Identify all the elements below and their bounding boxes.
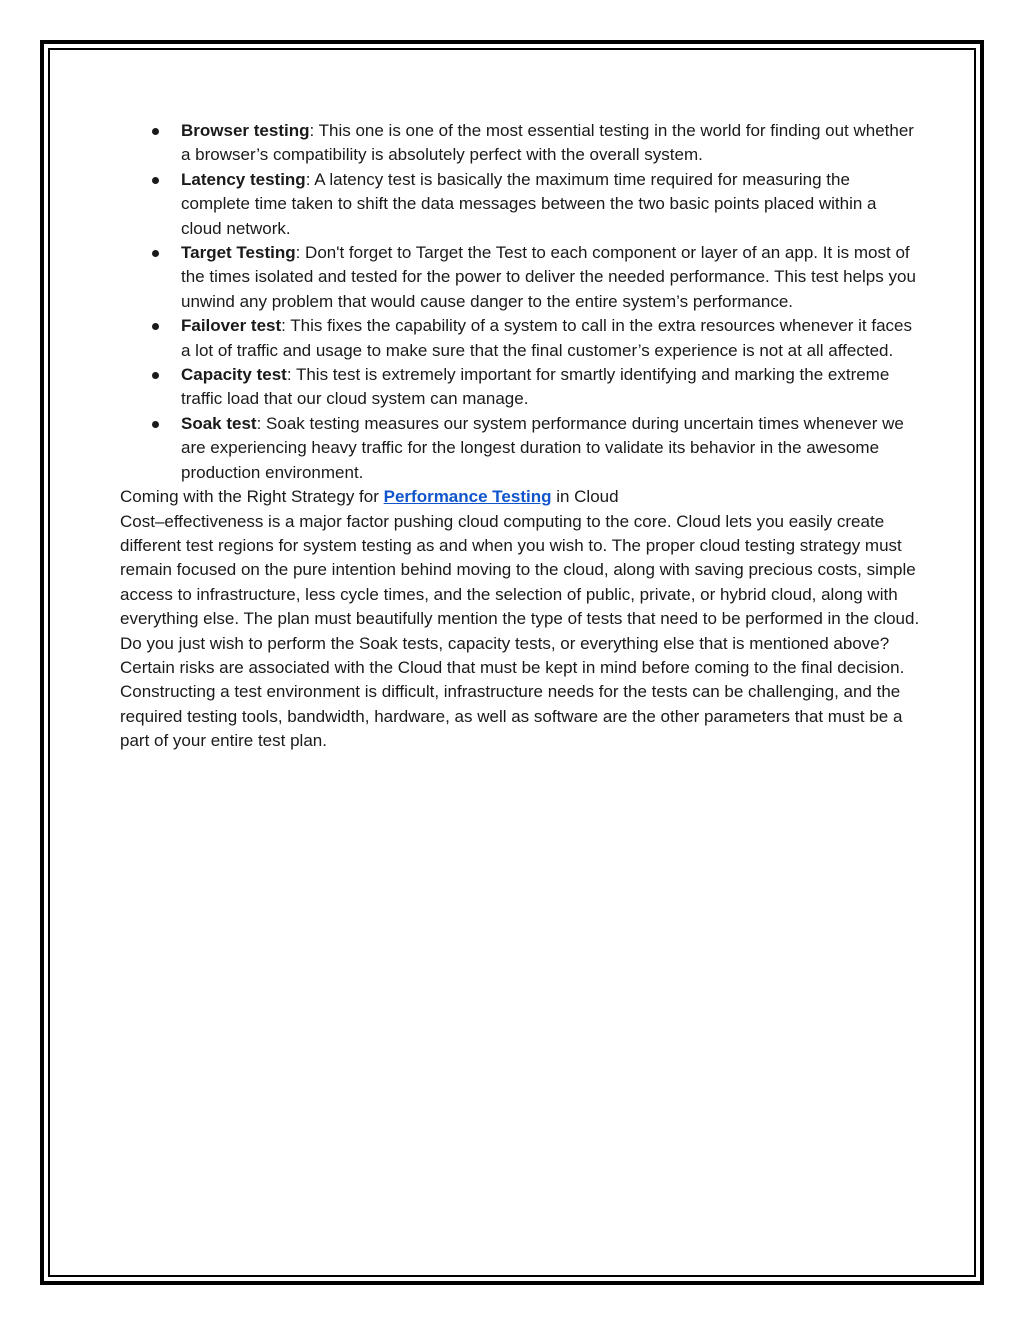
list-item bbox=[120, 412, 920, 485]
bullet-icon bbox=[152, 323, 159, 330]
bullet-text: : This test is extremely important for smartly identifying and marking the extreme traffic load that our cloud system can manage. bbox=[181, 365, 890, 409]
list-item bbox=[120, 241, 920, 314]
bullet-text: : This one is one of the most essential testing in the world for finding out whether a browser’s compatibility is absolutely perfect with the overall system. bbox=[181, 121, 914, 165]
bullet-text: : A latency test is basically the maximum time required for measuring the complete time taken to shift the data messages between the two basic points placed within a cloud network. bbox=[181, 169, 877, 238]
bullet-text: : Soak testing measures our system performance during uncertain times whenever we are experiencing heavy traffic for the longest duration to validate its behavior in the awesome production environment. bbox=[181, 413, 904, 482]
list-item bbox=[120, 168, 920, 241]
bullet-term: Failover test bbox=[181, 316, 282, 336]
bullet-icon bbox=[152, 421, 159, 428]
bullet-icon bbox=[152, 177, 159, 184]
bullet-term: Capacity test bbox=[181, 365, 287, 385]
heading-text-before: Coming with the Right Strategy for bbox=[120, 487, 384, 507]
bullet-text: : This fixes the capability of a system to call in the extra resources whenever it faces a lot of traffic and usage to make sure that the final customer’s experience is not at all affected. bbox=[181, 316, 913, 360]
list-item bbox=[120, 363, 920, 412]
document-content bbox=[120, 119, 920, 754]
bullet-icon bbox=[152, 372, 159, 379]
list-item bbox=[120, 314, 920, 363]
bullet-term: Latency testing bbox=[181, 169, 306, 189]
bullet-icon bbox=[152, 250, 159, 257]
body-paragraph: Cost–effectiveness is a major factor pushing cloud computing to the core. Cloud lets you easily create different test regions for system testing as and when you wish to. The proper cloud testing strategy must remain focused on the pure intention behind moving to the cloud, along with saving precious costs, simple access to infrastructure, less cycle times, and the selection of public, private, or hybrid cloud, along with everything else. The plan must beautifully mention the type of tests that need to be performed in the cloud. Do you just wish to perform the Soak tests, capacity tests, or everything else that is mentioned above? Certain risks are associated with the Cloud that must be kept in mind before coming to the final decision. Constructing a test environment is difficult, infrastructure needs for the tests can be challenging, and the required testing tools, bandwidth, hardware, as well as software are the other parameters that must be a part of your entire test plan. bbox=[120, 511, 920, 751]
list-item bbox=[120, 119, 920, 168]
heading-text-after: in Cloud bbox=[551, 487, 619, 507]
bullet-term: Browser testing bbox=[181, 121, 310, 140]
bullet-text: : Don't forget to Target the Test to each component or layer of an app. It is most of the times isolated and tested for the power to deliver the needed performance. This test helps you unwind any problem that would cause danger to the entire system’s performance. bbox=[181, 243, 916, 311]
performance-testing-link[interactable]: Performance Testing bbox=[383, 487, 552, 507]
bullet-term: Target Testing bbox=[181, 243, 296, 263]
section-heading bbox=[120, 485, 920, 509]
bullet-term: Soak test bbox=[181, 413, 257, 433]
bullet-icon bbox=[152, 128, 159, 135]
testing-types-list bbox=[120, 119, 920, 485]
